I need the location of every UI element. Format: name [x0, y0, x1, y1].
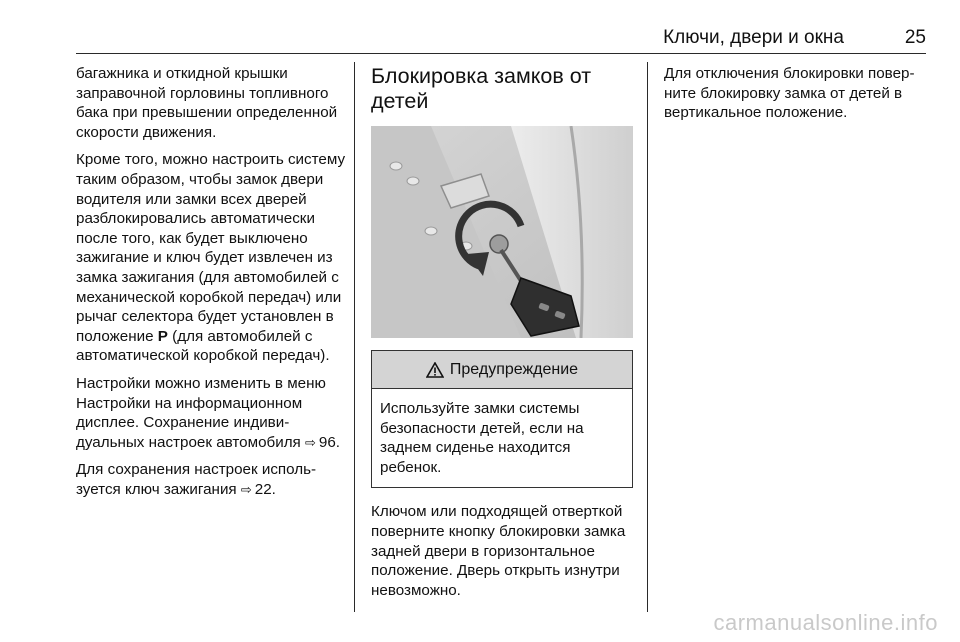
warning-header — [372, 351, 632, 389]
page-header — [76, 26, 926, 54]
paragraph: Для отключения блокировки поверните блокировку замка от детей в вертикальное положение. — [664, 65, 915, 122]
warning-text: Используйте замки системы безопасности детей, если на заднем сиденье находится ребенок. — [380, 400, 584, 476]
arrow-ref-icon: ⇨ — [240, 481, 252, 497]
gear-position-p: P — [157, 327, 168, 345]
paragraph: багажника и откидной крышки заправочной горловины топливного бака при превышении определенной скорости движения. — [76, 65, 338, 141]
column-2 — [371, 64, 633, 608]
paragraph: Настройки можно изменить в меню Настройки на информационном дисплее. Сохранение индивидуальных настроек автомобиля ⇨ 96. — [76, 374, 341, 451]
column-divider — [647, 62, 648, 612]
warning-title: Предупреждение — [449, 360, 579, 378]
watermark: carmanualsonline.info — [713, 610, 938, 635]
page-reference[interactable]: 22. — [254, 480, 276, 498]
paragraph: Для сохранения настроек используется ключ зажигания ⇨ 22. — [76, 461, 317, 498]
column-1 — [76, 64, 348, 507]
paragraph: Ключом или подходящей отверткой поверните кнопку блокировки замка задней двери в горизонтальное положение. Дверь открыть изнутри невозможно. — [371, 503, 626, 599]
column-3 — [664, 64, 928, 131]
arrow-ref-icon: ⇨ — [305, 434, 316, 450]
column-divider — [354, 62, 355, 612]
page-reference[interactable]: 96. — [318, 433, 341, 451]
page-number: 25 — [904, 27, 926, 48]
paragraph: Кроме того, можно настроить систему таким образом, чтобы замок двери водителя или замки всех дверей разблокировались автоматически после того, как будет выключено зажигание и ключ будет извлечен из замка зажигания (для автомобилей с механической коробкой передач) или рычаг селектора будет установлен в положение P (для автомобилей с автоматической коробкой передач). — [76, 151, 346, 365]
warning-triangle-icon — [426, 362, 444, 378]
warning-box — [371, 350, 633, 488]
section-title: Блокировка замков от детей — [371, 64, 592, 113]
child-lock-illustration — [371, 126, 633, 338]
header-title: Ключи, двери и окна — [663, 27, 844, 48]
